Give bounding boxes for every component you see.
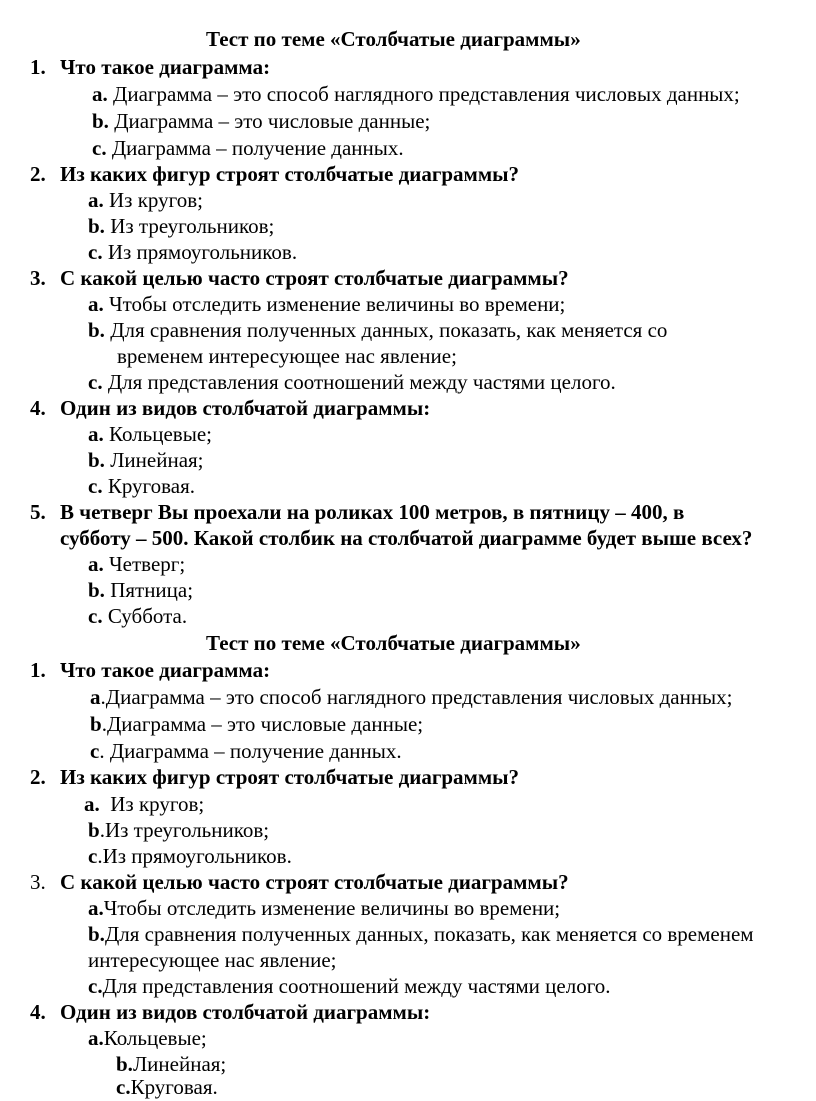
option-letter: c [90, 739, 100, 763]
question-number: 3. [30, 870, 46, 894]
option-text: Диаграмма – это числовые данные; [114, 109, 431, 133]
option-letter: b. [88, 214, 105, 238]
test1-q3-option-c [88, 369, 616, 395]
test2-question-2 [30, 764, 519, 790]
option-text: Линейная; [110, 448, 204, 472]
option-text: Круговая. [107, 474, 196, 498]
test2-question-4 [30, 999, 430, 1025]
option-letter: b [88, 818, 100, 842]
question-text: Что такое диаграмма: [60, 658, 271, 682]
question-number: 4. [30, 396, 46, 420]
question-number: 2. [30, 162, 46, 186]
question-number: 1. [30, 55, 46, 79]
question-text: В четверг Вы проехали на роликах 100 метров, в пятницу – 400, в [60, 500, 685, 524]
test2-q4-option-c [116, 1074, 218, 1100]
test1-q5-option-b [88, 577, 193, 603]
question-number: 4. [30, 1000, 46, 1024]
option-letter: a. [92, 82, 108, 106]
test1-question-5 [30, 499, 684, 525]
question-number: 3. [30, 266, 46, 290]
test1-q2-option-c [88, 239, 297, 265]
option-letter: a. [88, 422, 104, 446]
option-letter: a. [88, 552, 104, 576]
option-text: Из прямоугольников. [107, 240, 298, 264]
option-text: Чтобы отследить изменение величины во времени; [103, 896, 561, 920]
test1-q2-option-b [88, 213, 274, 239]
test2-q1-option-c [90, 738, 402, 764]
option-letter: c. [88, 974, 103, 998]
test1-q4-option-b [88, 447, 204, 473]
option-text: .Диаграмма – это числовые данные; [101, 712, 424, 736]
option-letter: b. [88, 318, 105, 342]
option-letter: b [90, 712, 102, 736]
test2-q4-option-a [88, 1025, 207, 1051]
option-letter: c [88, 844, 98, 868]
option-letter: a. [88, 292, 104, 316]
test1-question-1 [30, 54, 270, 80]
question-number: 2. [30, 765, 46, 789]
test1-question-4 [30, 395, 430, 421]
test2-question-1 [30, 657, 270, 683]
option-letter: b. [88, 922, 105, 946]
option-text: Чтобы отследить изменение величины во времени; [109, 292, 566, 316]
test1-q3-option-a [88, 291, 565, 317]
option-letter: b. [88, 578, 105, 602]
option-text: Пятница; [110, 578, 194, 602]
question-text: Один из видов столбчатой диаграммы: [60, 396, 431, 420]
option-text: Четверг; [109, 552, 186, 576]
option-text: .Из прямоугольников. [97, 844, 292, 868]
test1-q2-option-a [88, 187, 203, 213]
option-letter: c. [92, 136, 107, 160]
test1-q4-option-a [88, 421, 212, 447]
question-text: Один из видов столбчатой диаграммы: [60, 1000, 431, 1024]
option-letter: c. [116, 1075, 131, 1099]
test2-q2-option-a [84, 791, 204, 817]
option-letter: c. [88, 474, 103, 498]
option-text: Суббота. [107, 604, 188, 628]
test2-question-3 [30, 869, 569, 895]
option-text: Диаграмма – это способ наглядного представления числовых данных; [113, 82, 740, 106]
option-letter: a. [88, 896, 104, 920]
test1-q1-option-c [92, 135, 404, 161]
test2-q3-option-b-continued: интересующее нас явление; [88, 948, 337, 972]
test1-q5-option-c [88, 603, 187, 629]
option-letter: c. [88, 370, 103, 394]
test2-q2-option-c [88, 843, 292, 869]
test2-q2-option-b [88, 817, 269, 843]
option-letter: c. [88, 604, 103, 628]
test1-question-3 [30, 265, 569, 291]
option-text: Из кругов; [109, 188, 203, 212]
question-text: Что такое диаграмма: [60, 55, 271, 79]
test2-q3-option-b [88, 921, 754, 947]
option-text: Для сравнения полученных данных, показать, как меняется со временем [104, 922, 754, 946]
option-text: Линейная; [132, 1052, 227, 1076]
test1-q4-option-c [88, 473, 195, 499]
option-letter: a [90, 685, 101, 709]
option-letter: a. [84, 792, 100, 816]
test2-title: Тест по теме «Столбчатые диаграммы» [206, 631, 581, 655]
question-text: С какой целью часто строят столбчатые диаграммы? [60, 870, 569, 894]
question-text: Из каких фигур строят столбчатые диаграммы? [60, 765, 520, 789]
test2-q3-option-a [88, 895, 560, 921]
option-text: Круговая. [130, 1075, 218, 1099]
test1-q1-option-b [92, 108, 430, 134]
test2-q1-option-b [90, 711, 423, 737]
option-text: Кольцевые; [109, 422, 212, 446]
option-text: Кольцевые; [103, 1026, 207, 1050]
question-number: 1. [30, 658, 46, 682]
option-text: Для сравнения полученных данных, показать, как меняется со [110, 318, 668, 342]
option-text: Для представления соотношений между частями целого. [107, 370, 616, 394]
option-text: Из кругов; [110, 792, 205, 816]
test2-q3-option-c [88, 973, 611, 999]
test1-q3-option-b-continued: временем интересующее нас явление; [117, 344, 457, 368]
test1-q5-option-a [88, 551, 185, 577]
test2-q1-option-a [90, 684, 733, 710]
question-text: С какой целью часто строят столбчатые диаграммы? [60, 266, 569, 290]
option-letter: a. [88, 188, 104, 212]
option-text: . Диаграмма – получение данных. [99, 739, 402, 763]
option-text: Диаграмма – получение данных. [111, 136, 404, 160]
test1-q3-option-b [88, 317, 667, 343]
option-letter: b. [88, 448, 105, 472]
question-text: Из каких фигур строят столбчатые диаграммы? [60, 162, 520, 186]
test1-question-2 [30, 161, 519, 187]
option-text: .Из треугольников; [99, 818, 270, 842]
option-letter: b. [116, 1052, 133, 1076]
test1-title: Тест по теме «Столбчатые диаграммы» [206, 27, 581, 51]
option-letter: c. [88, 240, 103, 264]
option-text: Для представления соотношений между частями целого. [102, 974, 611, 998]
test1-question-5-continued: субботу – 500. Какой столбик на столбчатой диаграмме будет выше всех? [60, 526, 753, 550]
option-text: Из треугольников; [110, 214, 275, 238]
option-letter: b. [92, 109, 109, 133]
option-text: .Диаграмма – это способ наглядного представления числовых данных; [100, 685, 733, 709]
question-number: 5. [30, 500, 46, 524]
test1-q1-option-a [92, 81, 740, 107]
option-letter: a. [88, 1026, 104, 1050]
